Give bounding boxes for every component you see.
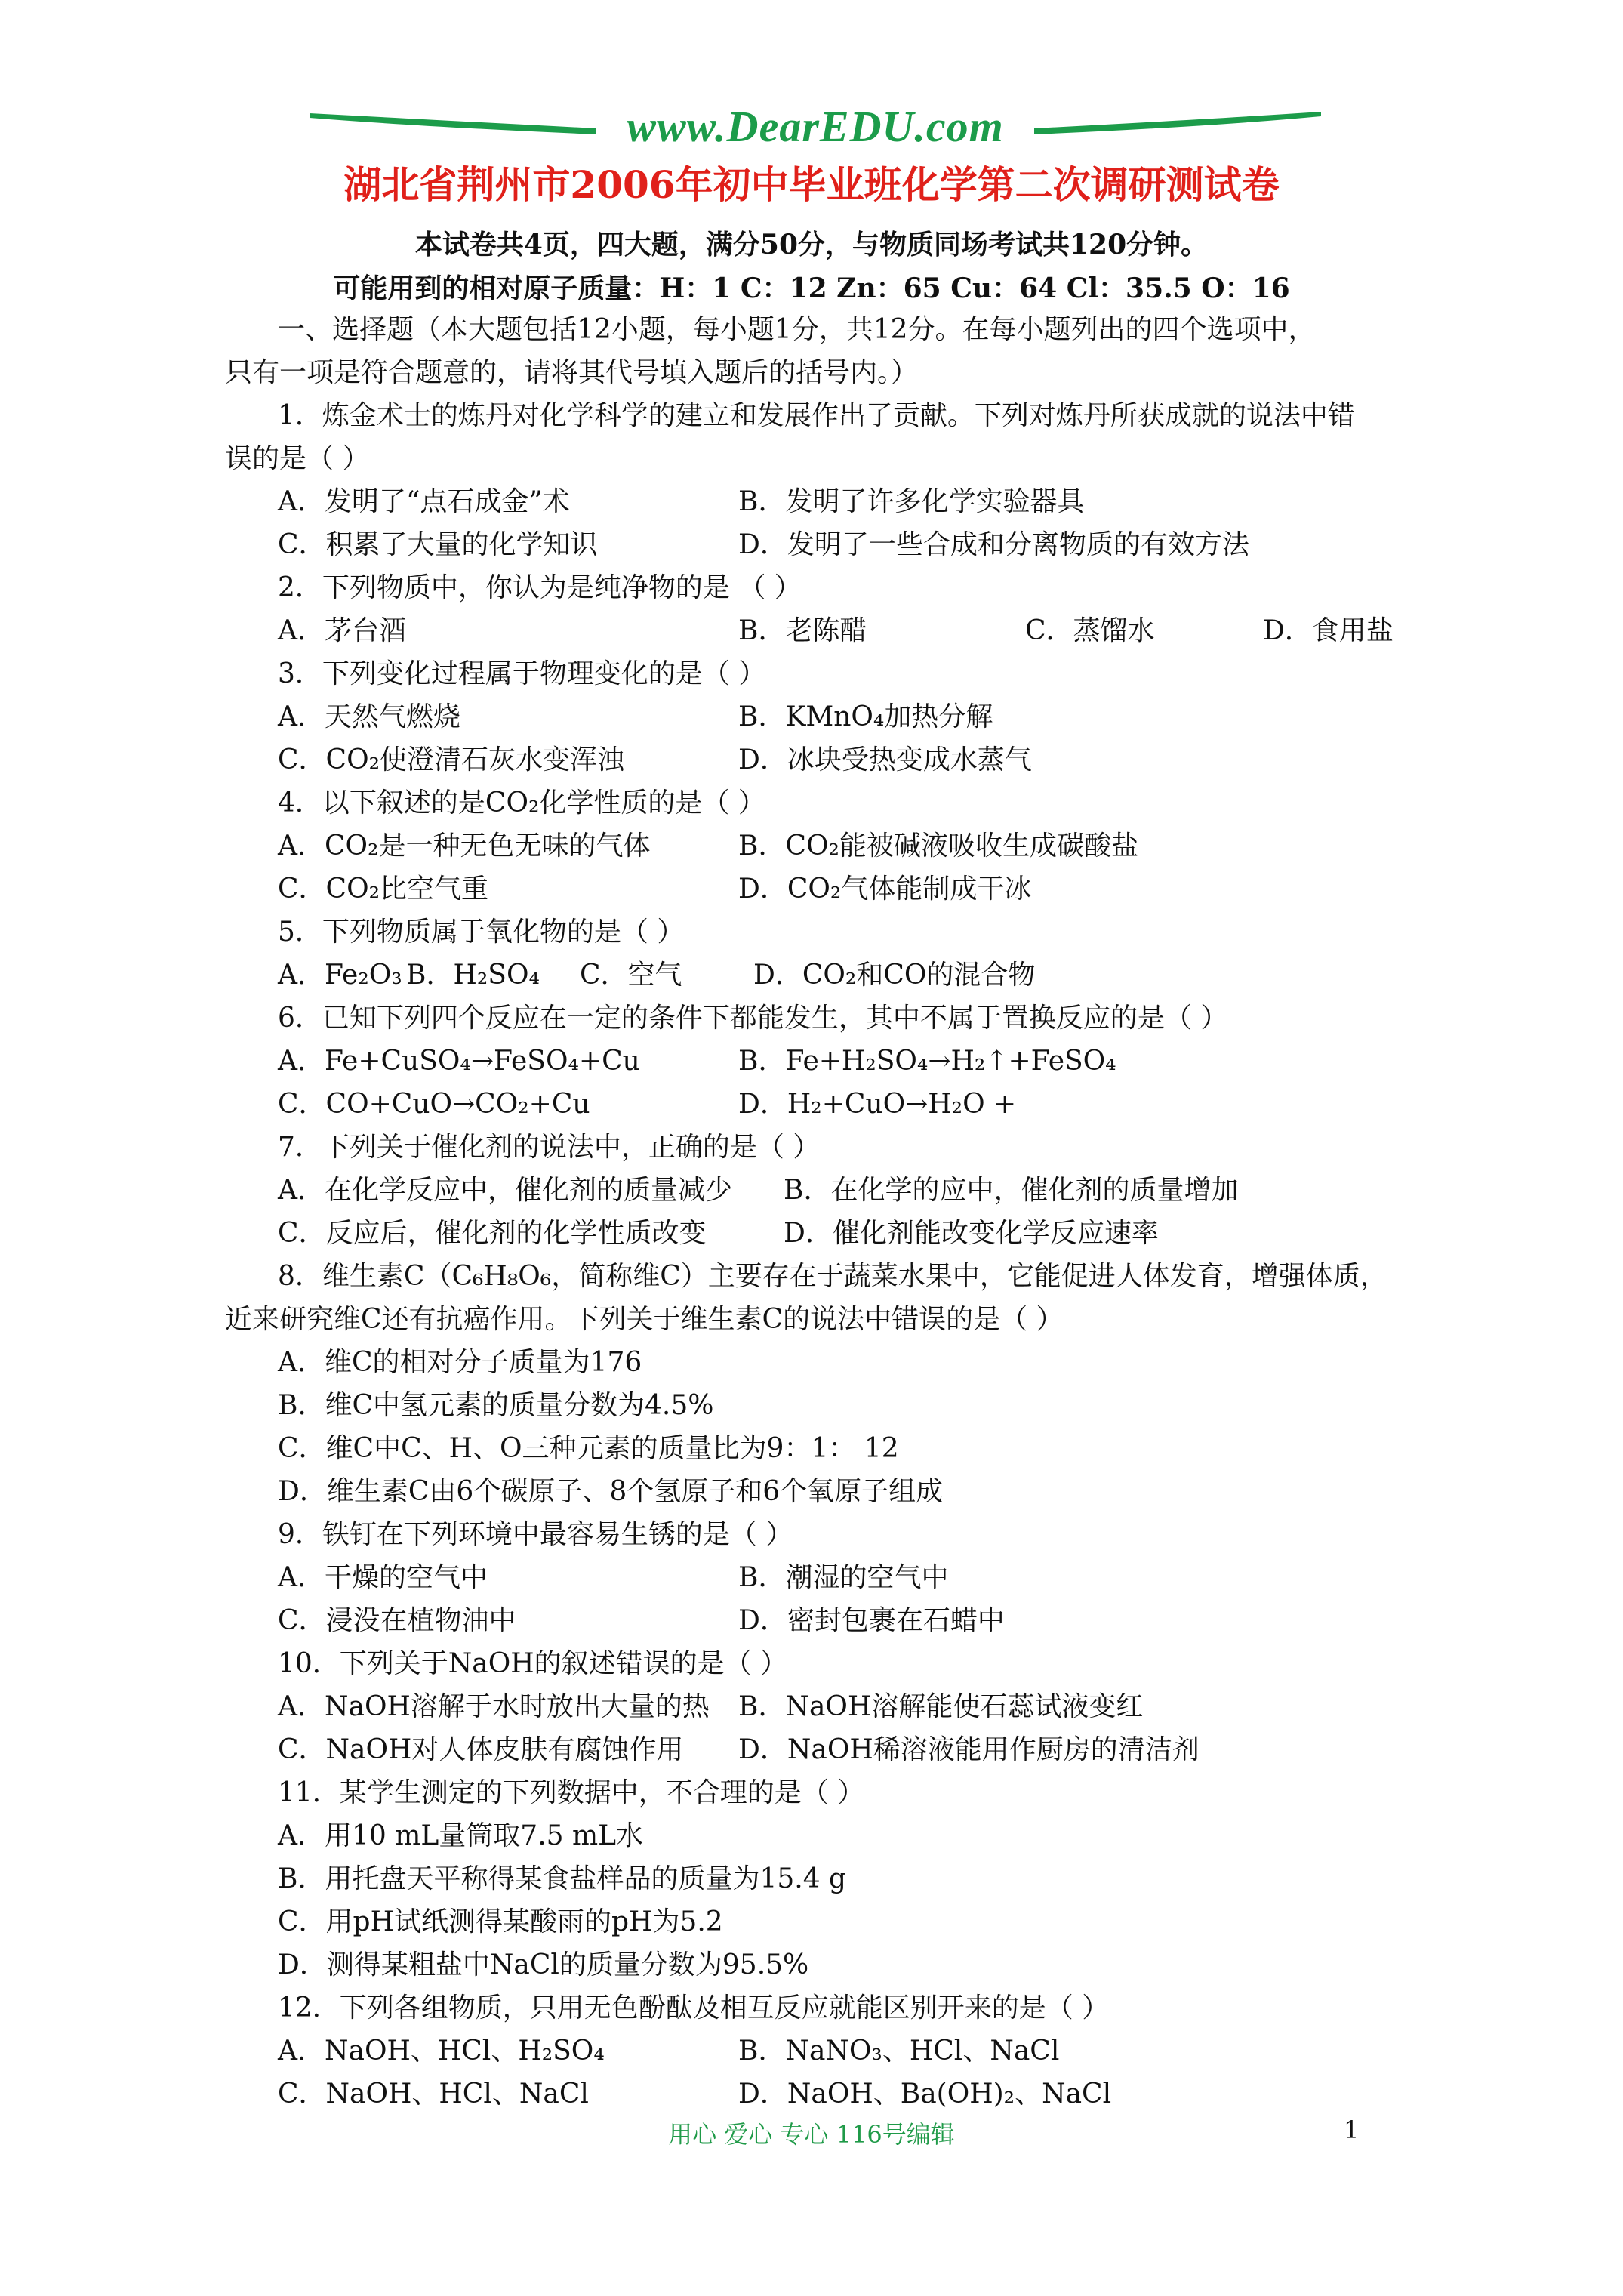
question-stem: 10．下列关于NaOH的叙述错误的是（ ） (278, 1648, 788, 1679)
option-row (225, 1040, 1418, 1083)
option-b: B．NaOH溶解能使石蕊试液变红 (738, 1691, 1144, 1722)
option-b: B．维C中氢元素的质量分数为4.5% (278, 1390, 714, 1421)
page-title: 湖北省荆州市2006年初中毕业班化学第二次调研测试卷 (343, 162, 1280, 207)
question-stem: 近来研究维C还有抗癌作用。下列关于维生素C的说法中错误的是（ ） (225, 1304, 1064, 1335)
option-b: B．Fe+H₂SO₄→H₂↑+FeSO₄ (738, 1046, 1116, 1077)
question-stem: 1．炼金术士的炼丹对化学科学的建立和发展作出了贡献。下列对炼丹所获成就的说法中错 (278, 400, 1355, 431)
option-b: B．NaNO₃、HCl、NaCl (738, 2036, 1060, 2066)
option-row (225, 695, 1418, 738)
option-b: B．CO₂能被碱液吸收生成碳酸盐 (738, 831, 1138, 861)
question-stem: 9．铁钉在下列环境中最容易生锈的是（ ） (278, 1519, 793, 1550)
option-row (225, 738, 1418, 781)
atomic-mass-info: 可能用到的相对原子质量：H：1 C：12 Zn：65 Cu：64 Cl：35.5 O：16 (333, 273, 1290, 304)
option-row (225, 954, 1418, 997)
page-number: 1 (1344, 2116, 1360, 2144)
option-b: B．潮湿的空气中 (738, 1562, 949, 1593)
option-a: A．用10 mL量筒取7.5 mL水 (278, 1820, 644, 1851)
option-c: C．维C中C、H、O三种元素的质量比为9：1： 12 (278, 1433, 899, 1464)
option-c: C．浸没在植物油中 (278, 1605, 516, 1636)
option-b: B．在化学的应中，催化剂的质量增加 (784, 1175, 1239, 1206)
option-d: D．维生素C由6个碳原子、8个氢原子和6个氧原子组成 (278, 1476, 944, 1507)
option-row (225, 523, 1418, 566)
question-body (225, 308, 1418, 2116)
option-c: C．反应后，催化剂的化学性质改变 (278, 1218, 707, 1249)
option-c: C．NaOH、HCl、NaCl (278, 2079, 589, 2110)
option-c: C．空气 (580, 960, 682, 991)
option-a: A．维C的相对分子质量为176 (278, 1347, 642, 1378)
option-d: D．食用盐 (1263, 615, 1394, 646)
section-heading-cont: 只有一项是符合题意的，请将其代号填入题后的括号内。） (225, 357, 919, 388)
option-a: A．发明了“点石成金”术 (278, 486, 570, 517)
option-row (225, 1599, 1418, 1642)
option-row (225, 2073, 1418, 2116)
option-a: A．Fe₂O₃ (278, 960, 402, 991)
option-row (225, 1556, 1418, 1599)
question-stem: 2．下列物质中，你认为是纯净物的是 （ ） (278, 572, 802, 603)
option-a: A．Fe+CuSO₄→FeSO₄+Cu (278, 1046, 640, 1077)
option-c: C．蒸馏水 (1025, 615, 1155, 646)
section-heading: 一、选择题（本大题包括12小题，每小题1分，共12分。在每小题列出的四个选项中， (278, 314, 1316, 345)
option-c: C．CO+CuO→CO₂+Cu (278, 1089, 590, 1120)
question-stem: 7．下列关于催化剂的说法中，正确的是（ ） (278, 1132, 821, 1163)
option-d: D．发明了一些合成和分离物质的有效方法 (738, 529, 1249, 560)
option-row (225, 480, 1418, 523)
question-stem: 4．以下叙述的是CO₂化学性质的是（ ） (278, 787, 765, 818)
option-d: D．测得某粗盐中NaCl的质量分数为95.5% (278, 1949, 809, 1980)
option-a: A．在化学反应中，催化剂的质量减少 (278, 1175, 732, 1206)
option-row (225, 1212, 1418, 1255)
question-stem: 5．下列物质属于氧化物的是（ ） (278, 917, 685, 948)
option-b: B．H₂SO₄ (406, 960, 540, 991)
question-stem: 3．下列变化过程属于物理变化的是（ ） (278, 658, 766, 689)
option-d: D．冰块受热变成水蒸气 (738, 744, 1032, 775)
option-b: B．发明了许多化学实验器具 (738, 486, 1085, 517)
question-stem: 误的是（ ） (225, 443, 370, 474)
option-d: D．NaOH稀溶液能用作厨房的清洁剂 (738, 1734, 1200, 1765)
option-a: A．茅台酒 (278, 615, 406, 646)
option-a: A．天然气燃烧 (278, 701, 460, 732)
option-c: C．CO₂使澄清石灰水变浑浊 (278, 744, 625, 775)
option-b: B．用托盘天平称得某食盐样品的质量为15.4 g (278, 1863, 847, 1894)
option-c: C．用pH试纸测得某酸雨的pH为5.2 (278, 1906, 723, 1937)
question-stem: 8．维生素C（C₆H₈O₆，简称维C）主要存在于蔬菜水果中，它能促进人体发育，增强体质， (278, 1261, 1387, 1292)
option-a: A．CO₂是一种无色无味的气体 (278, 831, 651, 861)
option-row (225, 1169, 1418, 1212)
option-c: C．积累了大量的化学知识 (278, 529, 598, 560)
site-url: www.DearEDU.com (627, 102, 1004, 151)
option-c: C．CO₂比空气重 (278, 874, 489, 905)
exam-info: 本试卷共4页，四大题，满分50分，与物质同场考试共120分钟。 (414, 229, 1209, 260)
question-stem: 6．已知下列四个反应在一定的条件下都能发生，其中不属于置换反应的是（ ） (278, 1003, 1228, 1034)
option-b: B．老陈醋 (738, 615, 867, 646)
option-row (225, 2029, 1418, 2073)
option-d: D．NaOH、Ba(OH)₂、NaCl (738, 2079, 1112, 2110)
option-d: D．H₂+CuO→H₂O + (738, 1089, 1017, 1120)
option-row (225, 868, 1418, 911)
option-d: D．CO₂气体能制成干冰 (738, 874, 1032, 905)
question-stem: 11．某学生测定的下列数据中，不合理的是（ ） (278, 1777, 865, 1808)
option-d: D．催化剂能改变化学反应速率 (784, 1218, 1159, 1249)
option-a: A．NaOH、HCl、H₂SO₄ (278, 2036, 605, 2066)
option-row (225, 1728, 1418, 1771)
page-footer: 用心 爱心 专心 116号编辑 (668, 2120, 955, 2149)
option-b: B．KMnO₄加热分解 (738, 701, 993, 732)
site-banner (310, 97, 1321, 157)
option-row (225, 1685, 1418, 1728)
option-row (225, 609, 1418, 652)
option-d: D．CO₂和CO的混合物 (753, 960, 1036, 991)
question-stem: 12．下列各组物质，只用无色酚酞及相互反应就能区别开来的是（ ） (278, 1992, 1110, 2023)
option-a: A．干燥的空气中 (278, 1562, 488, 1593)
option-d: D．密封包裹在石蜡中 (738, 1605, 1005, 1636)
option-row (225, 1083, 1418, 1126)
option-a: A．NaOH溶解于水时放出大量的热 (278, 1691, 710, 1722)
option-c: C．NaOH对人体皮肤有腐蚀作用 (278, 1734, 684, 1765)
option-row (225, 824, 1418, 868)
